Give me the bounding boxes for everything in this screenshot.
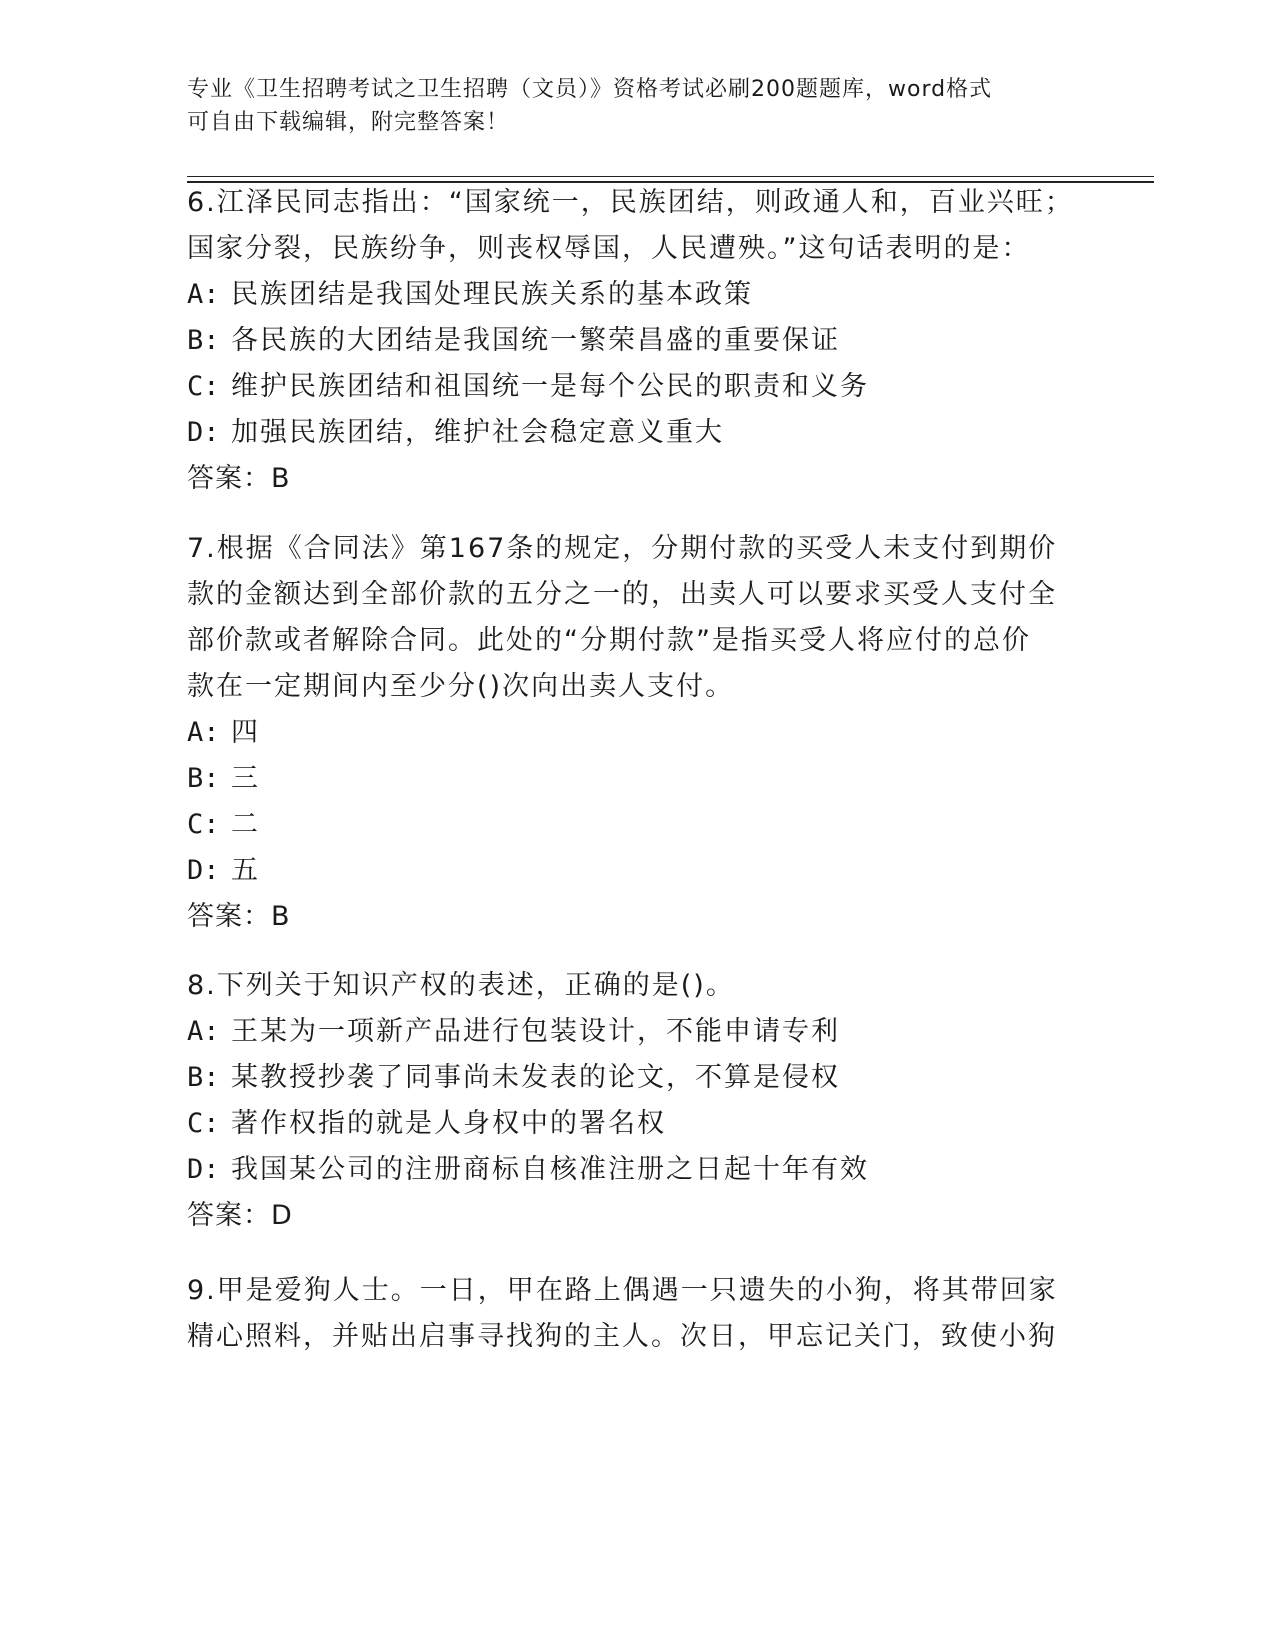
option-text: 我国某公司的注册商标自核准注册之日起十年有效: [231, 1154, 869, 1185]
question-stem-line: 国家分裂，民族纷争，则丧权辱国，人民遭殃。”这句话表明的是：: [187, 233, 1031, 264]
option-text: 各民族的大团结是我国统一繁荣昌盛的重要保证: [231, 325, 840, 356]
answer-line: 答案：B: [187, 901, 291, 932]
question-stem-line: 精心照料，并贴出启事寻找狗的主人。次日，甲忘记关门，致使小狗: [187, 1321, 1057, 1352]
option-letter: C:: [187, 809, 220, 840]
option-letter: B:: [187, 763, 220, 794]
option-d: [187, 410, 1087, 456]
question-9: [187, 1268, 1087, 1360]
option-text: 五: [231, 855, 260, 886]
option-text: 维护民族团结和祖国统一是每个公民的职责和义务: [231, 371, 869, 402]
option-text: 著作权指的就是人身权中的署名权: [231, 1108, 666, 1139]
option-d: [187, 848, 1087, 894]
option-text: 民族团结是我国处理民族关系的基本政策: [231, 279, 753, 310]
option-text: 某教授抄袭了同事尚未发表的论文，不算是侵权: [231, 1062, 840, 1093]
option-letter: D:: [187, 417, 220, 448]
question-stem-line: 部价款或者解除合同。此处的“分期付款”是指买受人将应付的总价: [187, 625, 1031, 656]
option-text: 四: [231, 717, 260, 748]
option-a: [187, 272, 1087, 318]
question-stem-line: 6.江泽民同志指出：“国家统一，民族团结，则政通人和，百业兴旺；: [187, 187, 1074, 218]
option-letter: B:: [187, 325, 220, 356]
option-text: 王某为一项新产品进行包装设计，不能申请专利: [231, 1016, 840, 1047]
question-stem-line: 8.下列关于知识产权的表述，正确的是()。: [187, 970, 735, 1001]
option-d: [187, 1147, 1087, 1193]
option-letter: A:: [187, 1016, 220, 1047]
option-b: [187, 756, 1087, 802]
question-6: [187, 180, 1087, 502]
document-header: [187, 73, 1087, 139]
answer-line: 答案：B: [187, 463, 291, 494]
option-letter: A:: [187, 279, 220, 310]
question-stem-line: 9.甲是爱狗人士。一日，甲在路上偶遇一只遗失的小狗，将其带回家: [187, 1275, 1058, 1306]
option-letter: C:: [187, 1108, 220, 1139]
option-a: [187, 710, 1087, 756]
option-letter: D:: [187, 1154, 220, 1185]
option-letter: C:: [187, 371, 220, 402]
option-letter: D:: [187, 855, 220, 886]
option-text: 加强民族团结，维护社会稳定意义重大: [231, 417, 724, 448]
option-text: 三: [231, 763, 260, 794]
question-stem-line: 款的金额达到全部价款的五分之一的，出卖人可以要求买受人支付全: [187, 579, 1057, 610]
option-c: [187, 364, 1087, 410]
option-letter: A:: [187, 717, 220, 748]
answer-line: 答案：D: [187, 1200, 293, 1231]
question-7: [187, 526, 1087, 940]
question-8: [187, 963, 1087, 1239]
option-text: 二: [231, 809, 260, 840]
option-b: [187, 1055, 1087, 1101]
header-title-line-2: 可自由下载编辑，附完整答案！: [187, 110, 510, 135]
option-c: [187, 802, 1087, 848]
header-divider-thin: [187, 176, 1154, 177]
option-letter: B:: [187, 1062, 220, 1093]
option-a: [187, 1009, 1087, 1055]
option-c: [187, 1101, 1087, 1147]
question-stem-line: 款在一定期间内至少分()次向出卖人支付。: [187, 671, 735, 702]
header-title-line-1: 专业《卫生招聘考试之卫生招聘（文员）》资格考试必刷200题题库，word格式: [187, 77, 993, 102]
option-b: [187, 318, 1087, 364]
question-stem-line: 7.根据《合同法》第167条的规定，分期付款的买受人未支付到期价: [187, 533, 1058, 564]
